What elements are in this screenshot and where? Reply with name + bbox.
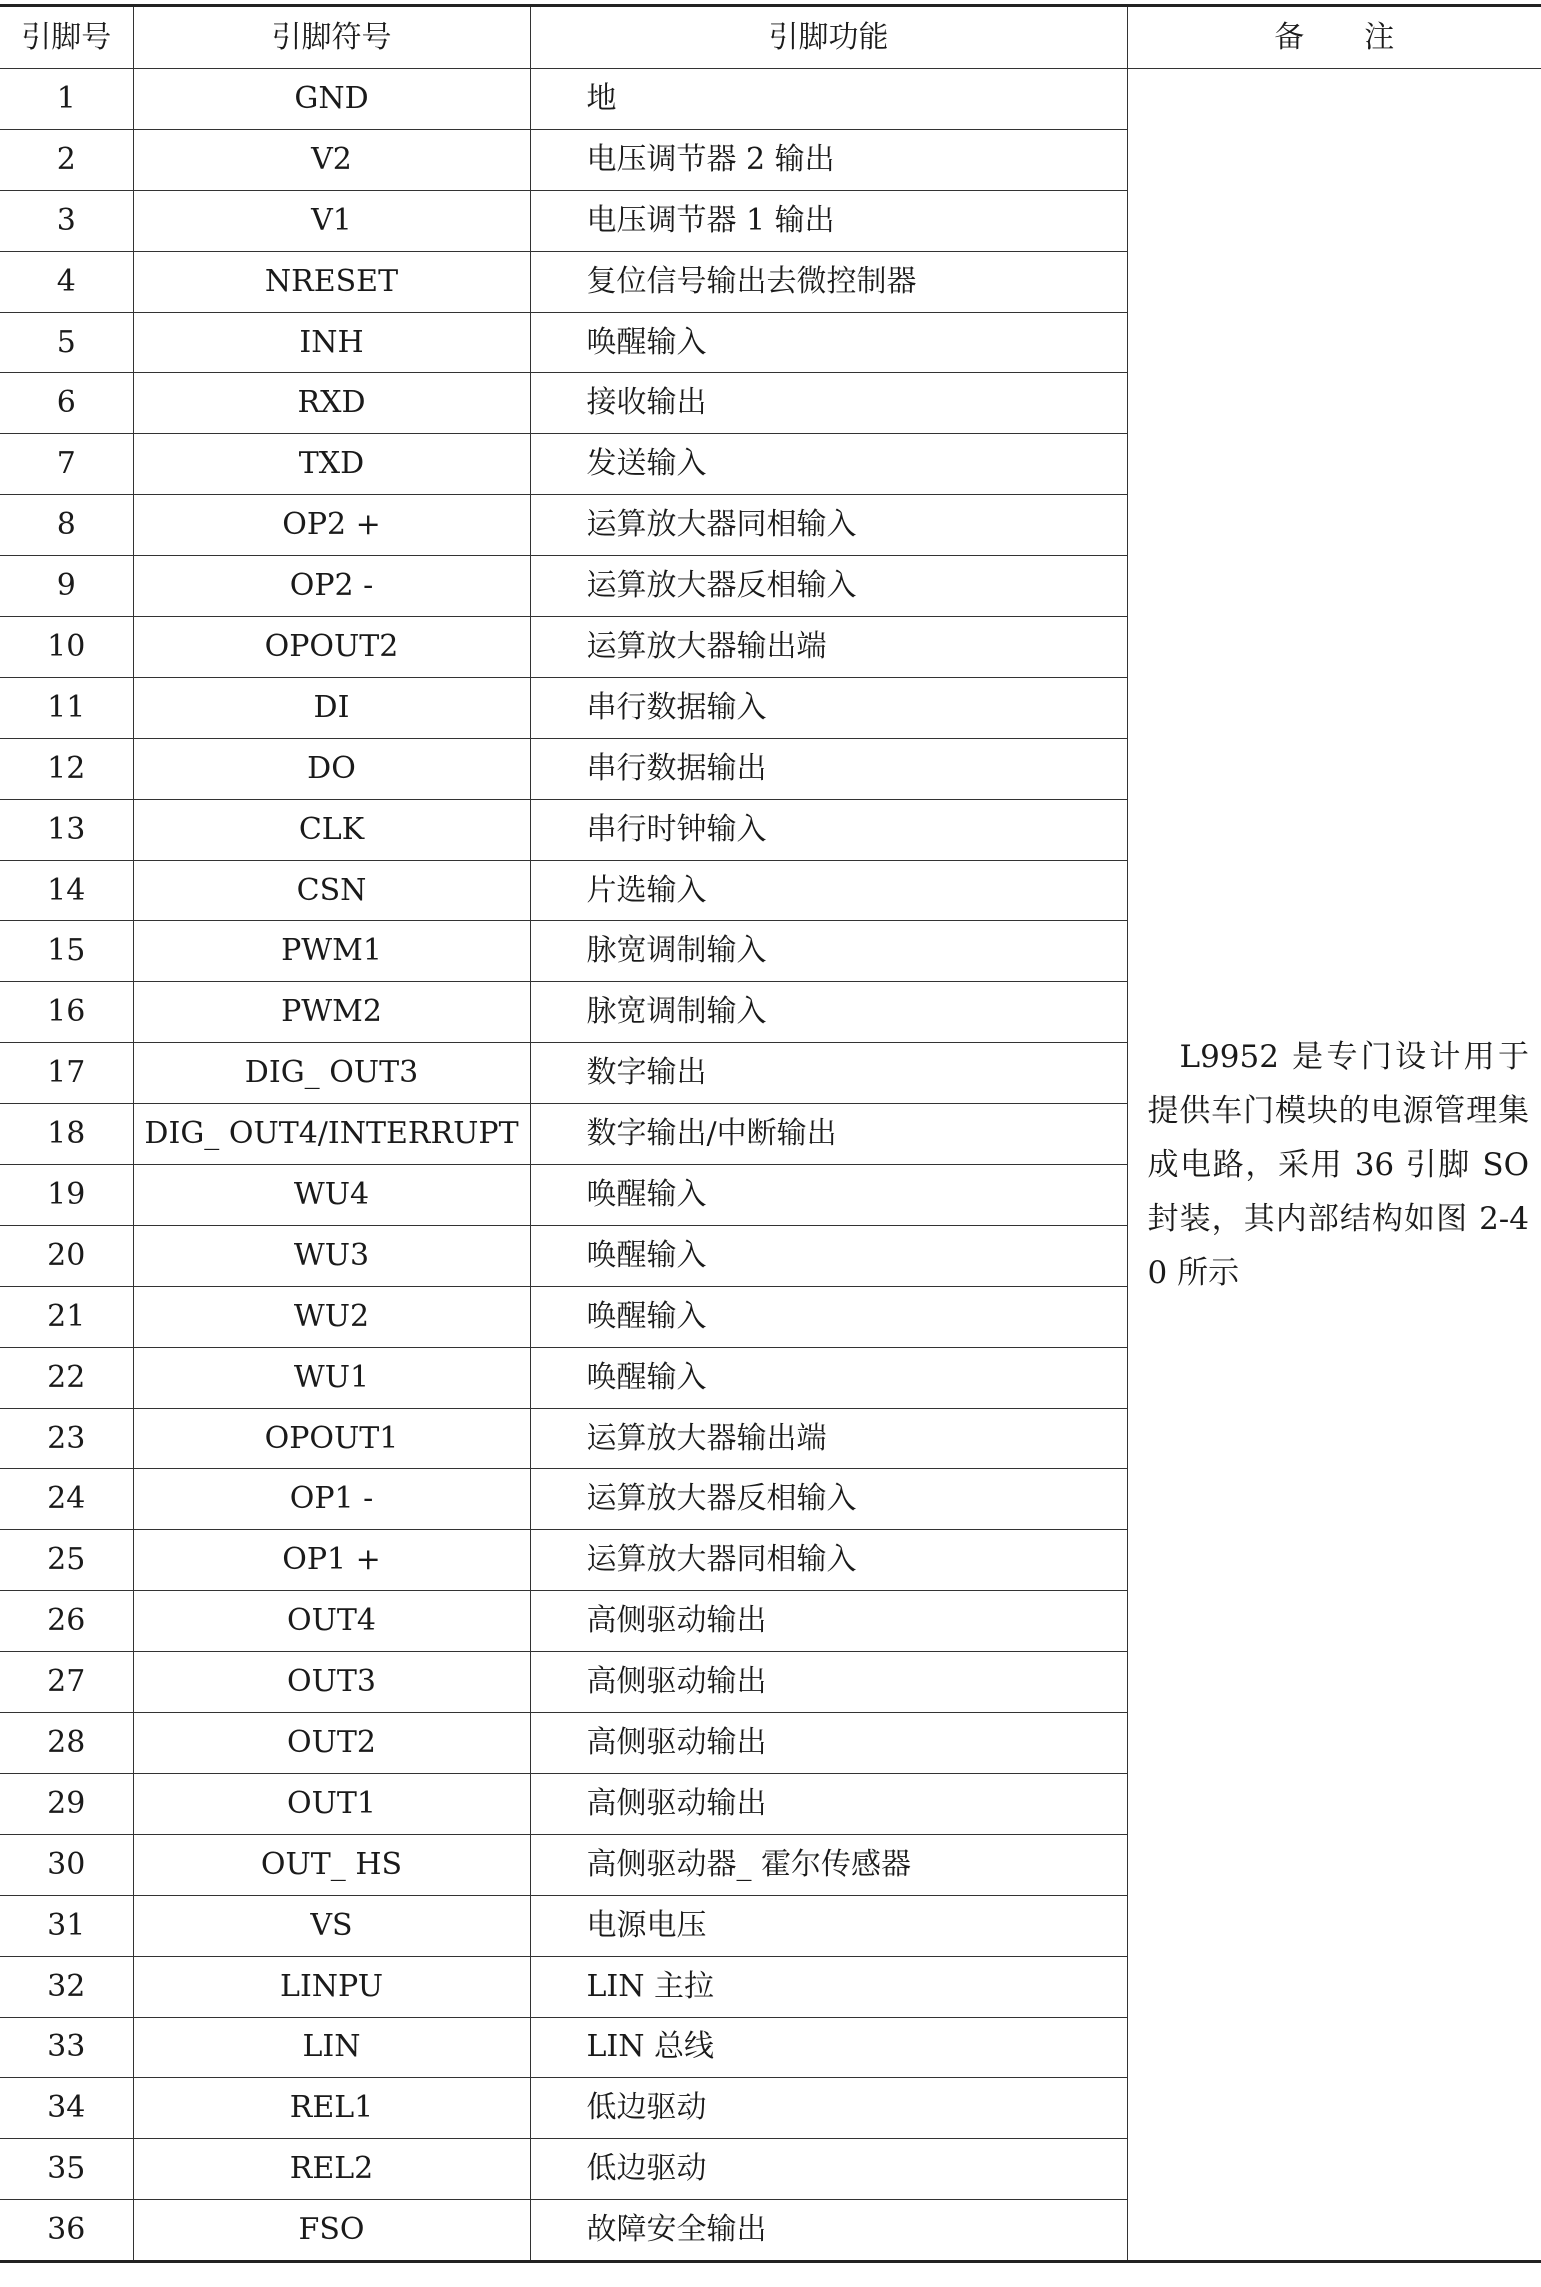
pin-function-cell: 低边驱动 [530, 2078, 1127, 2139]
pin-number-cell: 3 [0, 190, 133, 251]
pin-function-cell: 片选输入 [530, 860, 1127, 921]
pin-symbol-cell: OPOUT1 [133, 1408, 530, 1469]
pin-function-cell: 运算放大器反相输入 [530, 1469, 1127, 1530]
pin-symbol-cell: OUT1 [133, 1773, 530, 1834]
pin-function-cell: 串行时钟输入 [530, 799, 1127, 860]
table-row [0, 69, 1541, 130]
pin-symbol-cell: LINPU [133, 1956, 530, 2017]
pin-number-cell: 23 [0, 1408, 133, 1469]
pin-symbol-cell: INH [133, 312, 530, 373]
pin-number-cell: 36 [0, 2200, 133, 2262]
pin-function-cell: 串行数据输出 [530, 738, 1127, 799]
pin-number-cell: 33 [0, 2017, 133, 2078]
pin-function-cell: 高侧驱动输出 [530, 1591, 1127, 1652]
pin-symbol-cell: VS [133, 1895, 530, 1956]
pin-function-cell: 运算放大器输出端 [530, 1408, 1127, 1469]
pin-number-cell: 34 [0, 2078, 133, 2139]
pin-number-cell: 1 [0, 69, 133, 130]
pin-symbol-cell: V1 [133, 190, 530, 251]
pin-symbol-cell: DIG_ OUT4/INTERRUPT [133, 1104, 530, 1165]
pin-function-cell: 电压调节器 1 输出 [530, 190, 1127, 251]
pin-symbol-cell: OUT4 [133, 1591, 530, 1652]
pin-function-cell: 低边驱动 [530, 2139, 1127, 2200]
pin-function-cell: 脉宽调制输入 [530, 921, 1127, 982]
pin-function-cell: 运算放大器同相输入 [530, 1530, 1127, 1591]
pin-number-cell: 21 [0, 1286, 133, 1347]
pin-number-cell: 12 [0, 738, 133, 799]
pin-symbol-cell: OP1 + [133, 1530, 530, 1591]
pin-number-cell: 24 [0, 1469, 133, 1530]
pin-function-cell: 唤醒输入 [530, 312, 1127, 373]
pin-symbol-cell: WU4 [133, 1165, 530, 1226]
pin-number-cell: 35 [0, 2139, 133, 2200]
pin-number-cell: 10 [0, 617, 133, 678]
pin-function-cell: 串行数据输入 [530, 677, 1127, 738]
pin-function-cell: 高侧驱动输出 [530, 1773, 1127, 1834]
pin-number-cell: 32 [0, 1956, 133, 2017]
pin-symbol-cell: LIN [133, 2017, 530, 2078]
pin-function-cell: 唤醒输入 [530, 1286, 1127, 1347]
pin-number-cell: 20 [0, 1225, 133, 1286]
pin-symbol-cell: V2 [133, 129, 530, 190]
pin-number-cell: 9 [0, 556, 133, 617]
pin-number-cell: 11 [0, 677, 133, 738]
pin-number-cell: 30 [0, 1834, 133, 1895]
pin-symbol-cell: PWM1 [133, 921, 530, 982]
header-row [0, 6, 1541, 69]
pin-number-cell: 2 [0, 129, 133, 190]
pin-function-cell: 地 [530, 69, 1127, 130]
pin-symbol-cell: OPOUT2 [133, 617, 530, 678]
pin-symbol-cell: DO [133, 738, 530, 799]
pin-function-cell: 故障安全输出 [530, 2200, 1127, 2262]
pin-number-cell: 19 [0, 1165, 133, 1226]
pin-symbol-cell: PWM2 [133, 982, 530, 1043]
pin-symbol-cell: OUT_ HS [133, 1834, 530, 1895]
pin-function-cell: 数字输出/中断输出 [530, 1104, 1127, 1165]
header-pin-symbol: 引脚符号 [133, 6, 530, 69]
table-header [0, 6, 1541, 69]
pin-table [0, 4, 1541, 2263]
pin-function-cell: 发送输入 [530, 434, 1127, 495]
pin-symbol-cell: NRESET [133, 251, 530, 312]
pin-function-cell: 唤醒输入 [530, 1225, 1127, 1286]
pin-number-cell: 7 [0, 434, 133, 495]
pin-function-cell: 运算放大器反相输入 [530, 556, 1127, 617]
pin-number-cell: 25 [0, 1530, 133, 1591]
pin-symbol-cell: OUT3 [133, 1652, 530, 1713]
pin-symbol-cell: REL1 [133, 2078, 530, 2139]
pin-number-cell: 28 [0, 1713, 133, 1774]
pin-symbol-cell: REL2 [133, 2139, 530, 2200]
pin-number-cell: 5 [0, 312, 133, 373]
pin-number-cell: 26 [0, 1591, 133, 1652]
pin-number-cell: 22 [0, 1347, 133, 1408]
pin-number-cell: 29 [0, 1773, 133, 1834]
pin-symbol-cell: OP1 - [133, 1469, 530, 1530]
pin-symbol-cell: FSO [133, 2200, 530, 2262]
pin-function-cell: 脉宽调制输入 [530, 982, 1127, 1043]
pin-number-cell: 8 [0, 495, 133, 556]
pin-symbol-cell: RXD [133, 373, 530, 434]
pin-function-cell: 数字输出 [530, 1043, 1127, 1104]
header-pin-no: 引脚号 [0, 6, 133, 69]
pin-number-cell: 18 [0, 1104, 133, 1165]
pin-function-cell: 高侧驱动输出 [530, 1652, 1127, 1713]
pin-symbol-cell: OP2 - [133, 556, 530, 617]
pin-number-cell: 4 [0, 251, 133, 312]
pin-number-cell: 6 [0, 373, 133, 434]
pin-function-cell: 高侧驱动输出 [530, 1713, 1127, 1774]
pin-symbol-cell: WU2 [133, 1286, 530, 1347]
pin-symbol-cell: GND [133, 69, 530, 130]
pin-function-cell: 运算放大器输出端 [530, 617, 1127, 678]
pin-symbol-cell: CSN [133, 860, 530, 921]
pin-function-cell: 电压调节器 2 输出 [530, 129, 1127, 190]
pin-function-cell: 唤醒输入 [530, 1347, 1127, 1408]
pin-number-cell: 17 [0, 1043, 133, 1104]
pin-number-cell: 15 [0, 921, 133, 982]
pin-function-cell: 高侧驱动器_ 霍尔传感器 [530, 1834, 1127, 1895]
pin-function-cell: LIN 总线 [530, 2017, 1127, 2078]
pin-number-cell: 14 [0, 860, 133, 921]
pin-function-cell: 接收输出 [530, 373, 1127, 434]
pin-symbol-cell: WU3 [133, 1225, 530, 1286]
pin-symbol-cell: DIG_ OUT3 [133, 1043, 530, 1104]
pin-function-cell: 复位信号输出去微控制器 [530, 251, 1127, 312]
pin-symbol-cell: DI [133, 677, 530, 738]
header-remark-label: 备注 [1274, 19, 1455, 55]
pin-symbol-cell: OUT2 [133, 1713, 530, 1774]
header-remark [1127, 6, 1541, 69]
pin-function-cell: 运算放大器同相输入 [530, 495, 1127, 556]
pin-number-cell: 31 [0, 1895, 133, 1956]
pin-function-cell: LIN 主拉 [530, 1956, 1127, 2017]
pin-function-cell: 唤醒输入 [530, 1165, 1127, 1226]
table-body [0, 69, 1541, 2262]
remark-cell: L9952 是专门设计用于提供车门模块的电源管理集成电路，采用 36 引脚 SO 封装，其内部结构如图 2-40 所示 [1127, 69, 1541, 2262]
pin-symbol-cell: OP2 + [133, 495, 530, 556]
pin-function-cell: 电源电压 [530, 1895, 1127, 1956]
pin-number-cell: 27 [0, 1652, 133, 1713]
pin-symbol-cell: CLK [133, 799, 530, 860]
pin-symbol-cell: WU1 [133, 1347, 530, 1408]
pin-number-cell: 16 [0, 982, 133, 1043]
pin-number-cell: 13 [0, 799, 133, 860]
pin-symbol-cell: TXD [133, 434, 530, 495]
header-pin-function: 引脚功能 [530, 6, 1127, 69]
